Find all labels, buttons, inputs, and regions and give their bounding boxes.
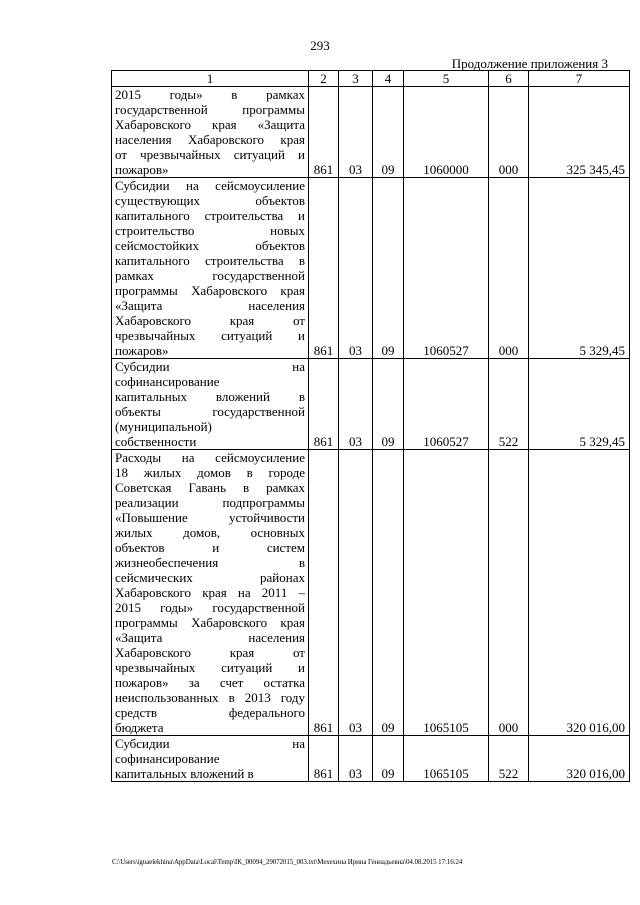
description-line: Хабаровского края на 2011 –	[115, 585, 305, 600]
description-line: сейсмических районах	[115, 570, 305, 585]
amount: 5 329,45	[529, 359, 630, 450]
ministry-code: 861	[309, 87, 339, 178]
description-line: «Защита населения	[115, 630, 305, 645]
row-description	[112, 178, 309, 359]
description-line: объекты государственной	[115, 404, 305, 419]
description-line: Хабаровского края от	[115, 645, 305, 660]
description-line: неиспользованных в 2013 году	[115, 690, 305, 705]
amount: 325 345,45	[529, 87, 630, 178]
column-header: 5	[404, 71, 489, 87]
description-line: капитальных вложений в	[115, 766, 254, 781]
table-row	[112, 450, 630, 736]
column-header: 7	[529, 71, 630, 87]
description-line: 2015 годы» государственной	[115, 600, 305, 615]
ministry-code: 861	[309, 359, 339, 450]
budget-table	[111, 70, 630, 782]
row-description	[112, 87, 309, 178]
description-line: 2015 годы» в рамках	[115, 87, 305, 102]
description-line: объектов и систем	[115, 540, 305, 555]
expense-type-code: 000	[489, 87, 529, 178]
table-header-row	[112, 71, 630, 87]
column-header: 6	[489, 71, 529, 87]
expense-type-code: 000	[489, 178, 529, 359]
table-row	[112, 359, 630, 450]
document-path-footer: C:\Users\iguaelekhina\AppData\Local\Temp\IK_00094_29072015_003.txt\Мехехина Ирина Геннадьевна\04.08.2015 17:16:24	[112, 858, 463, 866]
description-line: собственности	[115, 434, 197, 449]
description-line: Субсидии на	[115, 359, 305, 374]
description-line: капитального строительства и	[115, 208, 305, 223]
target-article-code: 1060527	[404, 359, 489, 450]
description-line: софинансирование	[115, 374, 220, 389]
description-line: капитальных вложений в	[115, 389, 305, 404]
description-line: софинансирование	[115, 751, 220, 766]
description-line: чрезвычайных ситуаций и	[115, 328, 305, 343]
description-line: Субсидии на сейсмоусиление	[115, 178, 305, 193]
table-body	[112, 87, 630, 782]
target-article-code: 1060527	[404, 178, 489, 359]
column-header: 2	[309, 71, 339, 87]
expense-type-code: 522	[489, 736, 529, 782]
section-code: 03	[339, 87, 373, 178]
row-description	[112, 359, 309, 450]
ministry-code: 861	[309, 450, 339, 736]
description-line: Советская Гавань в рамках	[115, 480, 305, 495]
description-line: пожаров»	[115, 162, 169, 177]
subsection-code: 09	[373, 178, 404, 359]
appendix-continuation-note: Продолжение приложения 3	[451, 56, 608, 71]
table-row	[112, 736, 630, 782]
ministry-code: 861	[309, 178, 339, 359]
description-line: бюджета	[115, 720, 164, 735]
description-line: строительство новых	[115, 223, 305, 238]
expense-type-code: 000	[489, 450, 529, 736]
description-line: рамках государственной	[115, 268, 305, 283]
section-code: 03	[339, 450, 373, 736]
description-line: пожаров» за счет остатка	[115, 675, 305, 690]
description-line: 18 жилых домов в городе	[115, 465, 305, 480]
description-line: Расходы на сейсмоусиление	[115, 450, 305, 465]
page-number: 293	[310, 38, 330, 53]
row-description	[112, 736, 309, 782]
subsection-code: 09	[373, 450, 404, 736]
description-line: сейсмостойких объектов	[115, 238, 305, 253]
table-row	[112, 87, 630, 178]
description-line: программы Хабаровского края	[115, 283, 305, 298]
description-line: государственной программы	[115, 102, 305, 117]
description-line: «Повышение устойчивости	[115, 510, 305, 525]
description-line: жилых домов, основных	[115, 525, 305, 540]
description-line: существующих объектов	[115, 193, 305, 208]
column-header: 4	[373, 71, 404, 87]
section-code: 03	[339, 359, 373, 450]
description-line: реализации подпрограммы	[115, 495, 305, 510]
description-line: капитального строительства в	[115, 253, 305, 268]
target-article-code: 1060000	[404, 87, 489, 178]
description-line: жизнеобеспечения в	[115, 555, 305, 570]
column-header: 3	[339, 71, 373, 87]
subsection-code: 09	[373, 359, 404, 450]
description-line: пожаров»	[115, 343, 169, 358]
description-line: Хабаровского края «Защита	[115, 117, 305, 132]
ministry-code: 861	[309, 736, 339, 782]
subsection-code: 09	[373, 736, 404, 782]
description-line: населения Хабаровского края	[115, 132, 305, 147]
section-code: 03	[339, 178, 373, 359]
description-line: «Защита населения	[115, 298, 305, 313]
target-article-code: 1065105	[404, 450, 489, 736]
description-line: (муниципальной)	[115, 419, 212, 434]
description-line: Субсидии на	[115, 736, 305, 751]
subsection-code: 09	[373, 87, 404, 178]
expense-type-code: 522	[489, 359, 529, 450]
description-line: Хабаровского края от	[115, 313, 305, 328]
amount: 320 016,00	[529, 450, 630, 736]
row-description	[112, 450, 309, 736]
table-row	[112, 178, 630, 359]
amount: 320 016,00	[529, 736, 630, 782]
target-article-code: 1065105	[404, 736, 489, 782]
description-line: чрезвычайных ситуаций и	[115, 660, 305, 675]
description-line: от чрезвычайных ситуаций и	[115, 147, 305, 162]
description-line: программы Хабаровского края	[115, 615, 305, 630]
column-header: 1	[112, 71, 309, 87]
description-line: средств федерального	[115, 705, 305, 720]
amount: 5 329,45	[529, 178, 630, 359]
section-code: 03	[339, 736, 373, 782]
